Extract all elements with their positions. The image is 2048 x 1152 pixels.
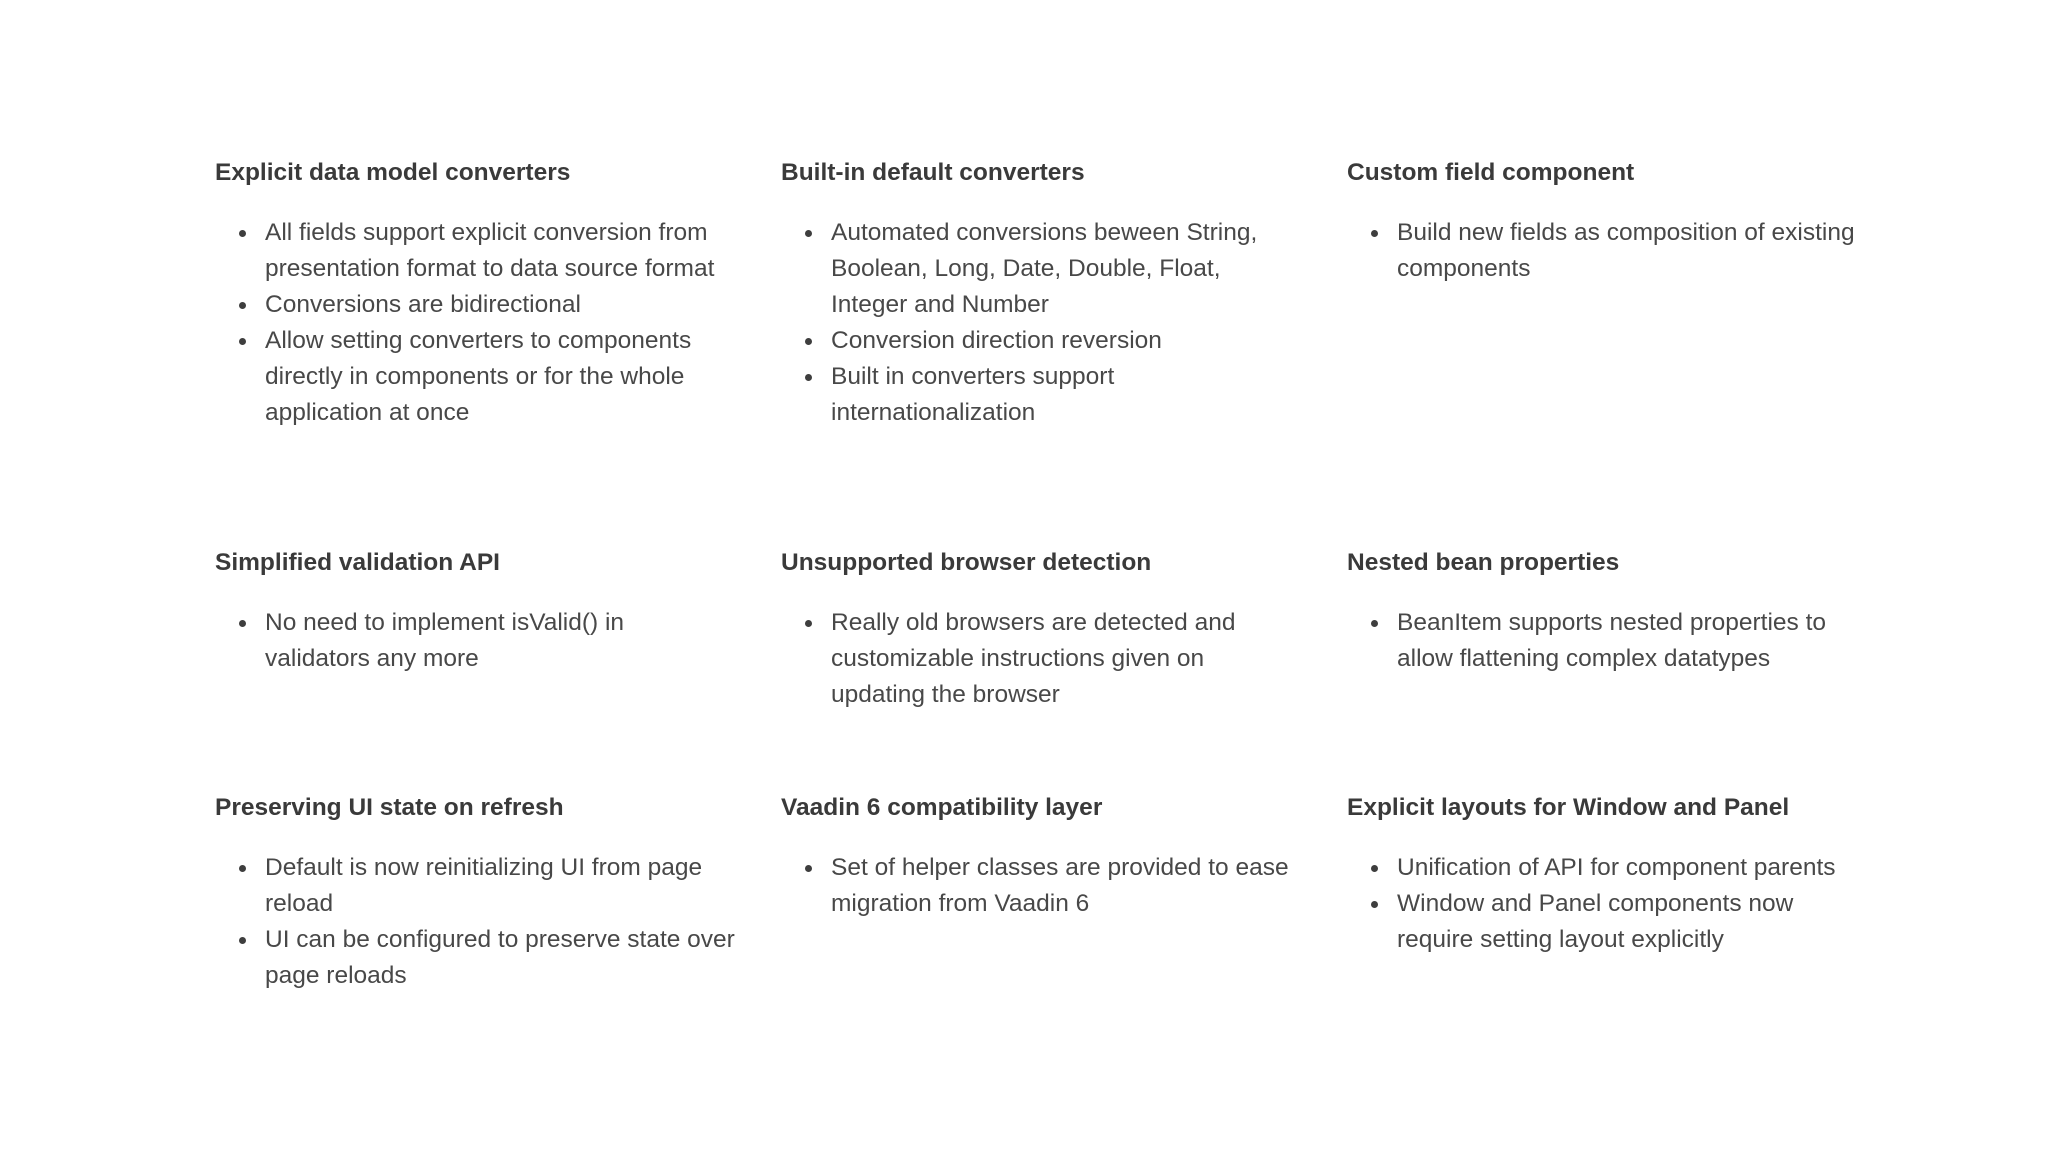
section-title: Unsupported browser detection [781,549,1152,576]
bullet-list [215,215,781,431]
section-nested-bean-properties [1347,545,1913,790]
list-item: Automated conversions beween String, Boolean, Long, Date, Double, Float, Integer and Number [831,215,1301,323]
list-item: All fields support explicit conversion from presentation format to data source format [265,215,735,287]
section-preserving-ui-state [215,790,781,1110]
bullet-list [215,850,781,994]
list-item: Conversion direction reversion [831,323,1301,359]
bullet-list [781,605,1347,713]
list-item: Built in converters support internationalization [831,359,1301,431]
list-item: Build new fields as composition of existing components [1397,215,1867,287]
bullet-list [215,605,781,677]
section-explicit-layouts-window-panel [1347,790,1913,1110]
list-item: Default is now reinitializing UI from page reload [265,850,735,922]
section-title: Preserving UI state on refresh [215,794,564,821]
section-built-in-default-converters [781,155,1347,545]
list-item: Window and Panel components now require setting layout explicitly [1397,886,1867,958]
feature-grid [215,155,1915,1110]
section-title: Custom field component [1347,159,1635,186]
section-unsupported-browser-detection [781,545,1347,790]
section-custom-field-component [1347,155,1913,545]
list-item: No need to implement isValid() in validators any more [265,605,735,677]
list-item: UI can be configured to preserve state over page reloads [265,922,735,994]
list-item: Allow setting converters to components directly in components or for the whole application at once [265,323,735,431]
section-title: Vaadin 6 compatibility layer [781,794,1103,821]
section-simplified-validation-api [215,545,781,790]
list-item: Conversions are bidirectional [265,287,735,323]
list-item: Set of helper classes are provided to ease migration from Vaadin 6 [831,850,1301,922]
bullet-list [1347,215,1913,287]
section-title: Nested bean properties [1347,549,1620,576]
bullet-list [1347,850,1913,958]
section-title: Explicit data model converters [215,159,571,186]
section-title: Explicit layouts for Window and Panel [1347,794,1790,821]
bullet-list [781,215,1347,431]
list-item: Unification of API for component parents [1397,850,1867,886]
bullet-list [1347,605,1913,677]
section-explicit-data-model-converters [215,155,781,545]
bullet-list [781,850,1347,922]
list-item: Really old browsers are detected and customizable instructions given on updating the browser [831,605,1301,713]
list-item: BeanItem supports nested properties to allow flattening complex datatypes [1397,605,1867,677]
section-title: Built-in default converters [781,159,1085,186]
section-title: Simplified validation API [215,549,500,576]
section-vaadin-6-compatibility-layer [781,790,1347,1110]
